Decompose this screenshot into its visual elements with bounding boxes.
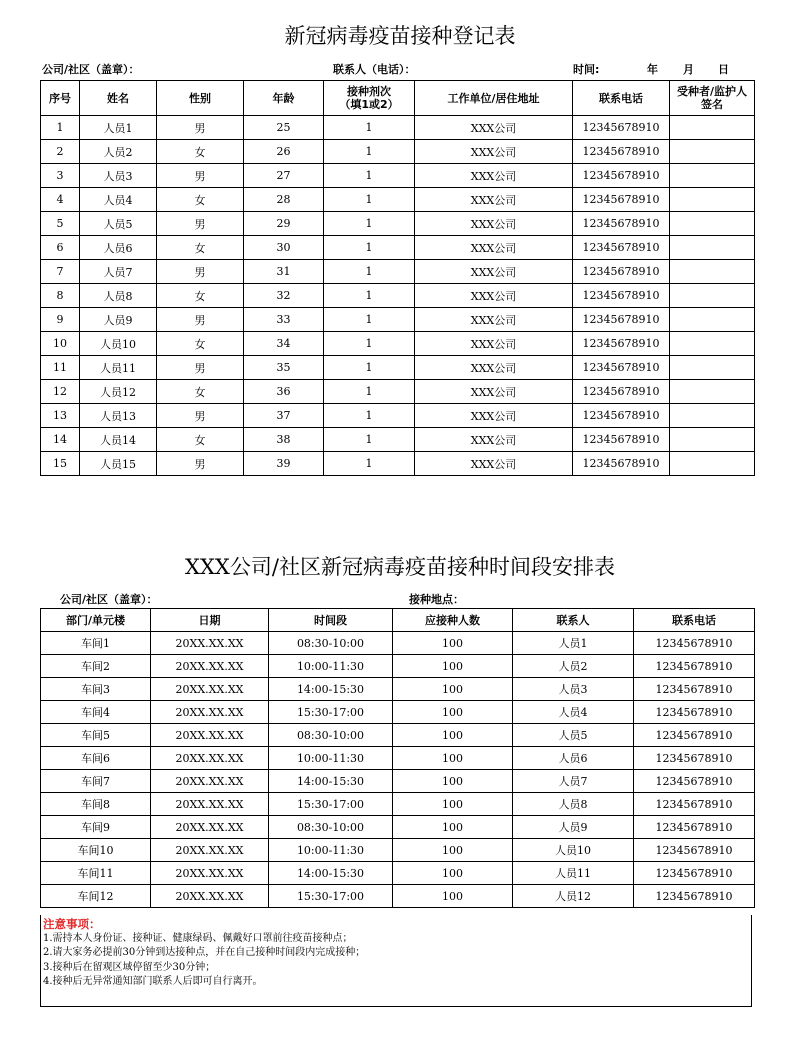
col-header-timeslot: 时间段	[269, 609, 393, 632]
cell-department: 车间5	[41, 724, 151, 747]
cell-dose: 1	[324, 332, 415, 356]
cell-contact: 人员1	[513, 632, 634, 655]
cell-date: 20XX.XX.XX	[151, 724, 269, 747]
cell-index: 9	[41, 308, 80, 332]
cell-phone: 12345678910	[573, 452, 670, 476]
form1-year-label: 年	[647, 63, 658, 76]
cell-index: 13	[41, 404, 80, 428]
cell-signature	[670, 404, 755, 428]
cell-contact: 人员3	[513, 678, 634, 701]
cell-signature	[670, 212, 755, 236]
cell-timeslot: 14:00-15:30	[269, 770, 393, 793]
col-header-address: 工作单位/居住地址	[415, 81, 573, 116]
cell-signature	[670, 356, 755, 380]
notes-box	[40, 915, 752, 1007]
cell-phone: 12345678910	[634, 632, 755, 655]
cell-phone: 12345678910	[634, 816, 755, 839]
cell-gender: 女	[157, 380, 244, 404]
col-header-phone: 联系电话	[634, 609, 755, 632]
table-row	[41, 308, 755, 332]
cell-phone: 12345678910	[573, 140, 670, 164]
table-row	[41, 332, 755, 356]
cell-department: 车间1	[41, 632, 151, 655]
table-row	[41, 793, 755, 816]
table-row	[41, 212, 755, 236]
cell-name: 人员5	[80, 212, 157, 236]
table-row	[41, 404, 755, 428]
cell-address: XXX公司	[415, 428, 573, 452]
cell-contact: 人员9	[513, 816, 634, 839]
cell-phone: 12345678910	[634, 724, 755, 747]
cell-timeslot: 14:00-15:30	[269, 678, 393, 701]
cell-headcount: 100	[393, 885, 513, 908]
cell-age: 26	[244, 140, 324, 164]
col-header-signature: 受种者/监护人 签名	[670, 81, 755, 116]
cell-address: XXX公司	[415, 164, 573, 188]
cell-phone: 12345678910	[573, 404, 670, 428]
cell-headcount: 100	[393, 655, 513, 678]
cell-age: 39	[244, 452, 324, 476]
form2-location-label: 接种地点：	[409, 593, 464, 606]
table-row	[41, 356, 755, 380]
cell-index: 1	[41, 116, 80, 140]
table-header-row	[41, 609, 755, 632]
cell-dose: 1	[324, 308, 415, 332]
cell-timeslot: 10:00-11:30	[269, 747, 393, 770]
cell-signature	[670, 308, 755, 332]
col-header-department: 部门/单元楼	[41, 609, 151, 632]
cell-date: 20XX.XX.XX	[151, 770, 269, 793]
cell-headcount: 100	[393, 770, 513, 793]
cell-index: 5	[41, 212, 80, 236]
cell-signature	[670, 428, 755, 452]
cell-dose: 1	[324, 212, 415, 236]
cell-date: 20XX.XX.XX	[151, 793, 269, 816]
table-row	[41, 885, 755, 908]
cell-name: 人员7	[80, 260, 157, 284]
cell-address: XXX公司	[415, 212, 573, 236]
cell-signature	[670, 332, 755, 356]
cell-timeslot: 08:30-10:00	[269, 632, 393, 655]
cell-headcount: 100	[393, 701, 513, 724]
table-row	[41, 380, 755, 404]
cell-headcount: 100	[393, 816, 513, 839]
cell-date: 20XX.XX.XX	[151, 701, 269, 724]
cell-headcount: 100	[393, 793, 513, 816]
notes-title: 注意事项：	[43, 917, 101, 931]
cell-dose: 1	[324, 260, 415, 284]
cell-phone: 12345678910	[573, 164, 670, 188]
cell-gender: 女	[157, 140, 244, 164]
cell-contact: 人员2	[513, 655, 634, 678]
cell-age: 30	[244, 236, 324, 260]
table-row	[41, 140, 755, 164]
cell-phone: 12345678910	[573, 308, 670, 332]
cell-signature	[670, 380, 755, 404]
cell-gender: 男	[157, 308, 244, 332]
cell-phone: 12345678910	[573, 116, 670, 140]
cell-timeslot: 15:30-17:00	[269, 793, 393, 816]
cell-address: XXX公司	[415, 332, 573, 356]
cell-contact: 人员10	[513, 839, 634, 862]
notes-item: 2.请大家务必提前30分钟到达接种点，并在自己接种时间段内完成接种；	[43, 947, 366, 958]
cell-age: 34	[244, 332, 324, 356]
cell-contact: 人员12	[513, 885, 634, 908]
cell-gender: 女	[157, 332, 244, 356]
cell-timeslot: 08:30-10:00	[269, 724, 393, 747]
cell-timeslot: 15:30-17:00	[269, 885, 393, 908]
cell-signature	[670, 236, 755, 260]
cell-department: 车间6	[41, 747, 151, 770]
cell-age: 32	[244, 284, 324, 308]
cell-phone: 12345678910	[573, 356, 670, 380]
cell-timeslot: 10:00-11:30	[269, 839, 393, 862]
cell-age: 33	[244, 308, 324, 332]
cell-index: 15	[41, 452, 80, 476]
cell-gender: 女	[157, 236, 244, 260]
cell-name: 人员1	[80, 116, 157, 140]
form1-company-label: 公司/社区（盖章）：	[42, 63, 140, 76]
cell-headcount: 100	[393, 678, 513, 701]
cell-dose: 1	[324, 356, 415, 380]
table-row	[41, 236, 755, 260]
table-header-row	[41, 81, 755, 116]
cell-contact: 人员11	[513, 862, 634, 885]
cell-name: 人员4	[80, 188, 157, 212]
cell-contact: 人员7	[513, 770, 634, 793]
cell-name: 人员12	[80, 380, 157, 404]
cell-signature	[670, 260, 755, 284]
form2-title: XXX公司/社区新冠病毒疫苗接种时间段安排表	[185, 555, 615, 579]
cell-index: 10	[41, 332, 80, 356]
cell-date: 20XX.XX.XX	[151, 678, 269, 701]
cell-department: 车间11	[41, 862, 151, 885]
cell-signature	[670, 452, 755, 476]
col-header-headcount: 应接种人数	[393, 609, 513, 632]
cell-phone: 12345678910	[634, 770, 755, 793]
cell-address: XXX公司	[415, 308, 573, 332]
cell-department: 车间4	[41, 701, 151, 724]
cell-contact: 人员8	[513, 793, 634, 816]
cell-date: 20XX.XX.XX	[151, 862, 269, 885]
notes-item: 4.接种后无异常通知部门联系人后即可自行离开。	[43, 976, 263, 987]
cell-contact: 人员4	[513, 701, 634, 724]
cell-dose: 1	[324, 284, 415, 308]
cell-phone: 12345678910	[573, 260, 670, 284]
form2-company-label: 公司/社区（盖章）：	[60, 593, 158, 606]
table-row	[41, 284, 755, 308]
col-header-contact: 联系人	[513, 609, 634, 632]
table-row	[41, 701, 755, 724]
table-row	[41, 260, 755, 284]
table-row	[41, 724, 755, 747]
cell-phone: 12345678910	[573, 332, 670, 356]
cell-age: 36	[244, 380, 324, 404]
cell-gender: 男	[157, 452, 244, 476]
cell-address: XXX公司	[415, 116, 573, 140]
cell-name: 人员3	[80, 164, 157, 188]
cell-timeslot: 15:30-17:00	[269, 701, 393, 724]
form1-day-label: 日	[718, 63, 729, 76]
col-header-phone: 联系电话	[573, 81, 670, 116]
cell-date: 20XX.XX.XX	[151, 632, 269, 655]
cell-phone: 12345678910	[634, 655, 755, 678]
cell-timeslot: 10:00-11:30	[269, 655, 393, 678]
cell-index: 6	[41, 236, 80, 260]
col-header-gender: 性别	[157, 81, 244, 116]
cell-address: XXX公司	[415, 380, 573, 404]
table-row	[41, 188, 755, 212]
cell-phone: 12345678910	[634, 839, 755, 862]
cell-signature	[670, 116, 755, 140]
cell-gender: 男	[157, 212, 244, 236]
cell-headcount: 100	[393, 724, 513, 747]
cell-date: 20XX.XX.XX	[151, 839, 269, 862]
table-row	[41, 452, 755, 476]
registration-table	[40, 80, 755, 476]
col-header-index: 序号	[41, 81, 80, 116]
cell-name: 人员2	[80, 140, 157, 164]
cell-gender: 男	[157, 356, 244, 380]
cell-name: 人员10	[80, 332, 157, 356]
cell-gender: 女	[157, 284, 244, 308]
cell-date: 20XX.XX.XX	[151, 816, 269, 839]
cell-timeslot: 08:30-10:00	[269, 816, 393, 839]
col-header-name: 姓名	[80, 81, 157, 116]
form1-contact-label: 联系人（电话）：	[333, 63, 416, 76]
cell-name: 人员9	[80, 308, 157, 332]
col-header-dose: 接种剂次 （填1或2）	[324, 81, 415, 116]
cell-gender: 女	[157, 188, 244, 212]
cell-department: 车间9	[41, 816, 151, 839]
cell-index: 11	[41, 356, 80, 380]
cell-gender: 男	[157, 260, 244, 284]
cell-age: 37	[244, 404, 324, 428]
cell-dose: 1	[324, 404, 415, 428]
col-header-age: 年龄	[244, 81, 324, 116]
cell-name: 人员15	[80, 452, 157, 476]
cell-name: 人员13	[80, 404, 157, 428]
cell-phone: 12345678910	[634, 885, 755, 908]
cell-address: XXX公司	[415, 452, 573, 476]
form1-month-label: 月	[683, 63, 694, 76]
table-row	[41, 839, 755, 862]
cell-dose: 1	[324, 188, 415, 212]
cell-phone: 12345678910	[634, 862, 755, 885]
cell-age: 35	[244, 356, 324, 380]
cell-gender: 女	[157, 428, 244, 452]
cell-age: 31	[244, 260, 324, 284]
cell-department: 车间7	[41, 770, 151, 793]
cell-phone: 12345678910	[634, 747, 755, 770]
cell-department: 车间2	[41, 655, 151, 678]
cell-index: 12	[41, 380, 80, 404]
cell-dose: 1	[324, 380, 415, 404]
cell-name: 人员11	[80, 356, 157, 380]
table-row	[41, 655, 755, 678]
cell-address: XXX公司	[415, 404, 573, 428]
cell-gender: 男	[157, 404, 244, 428]
table-row	[41, 632, 755, 655]
cell-name: 人员8	[80, 284, 157, 308]
schedule-table	[40, 608, 755, 908]
cell-gender: 男	[157, 116, 244, 140]
cell-contact: 人员6	[513, 747, 634, 770]
cell-headcount: 100	[393, 862, 513, 885]
table-row	[41, 770, 755, 793]
table-row	[41, 428, 755, 452]
cell-address: XXX公司	[415, 188, 573, 212]
cell-dose: 1	[324, 452, 415, 476]
cell-phone: 12345678910	[573, 284, 670, 308]
cell-phone: 12345678910	[573, 380, 670, 404]
cell-phone: 12345678910	[573, 212, 670, 236]
cell-phone: 12345678910	[634, 701, 755, 724]
cell-department: 车间8	[41, 793, 151, 816]
cell-name: 人员14	[80, 428, 157, 452]
cell-index: 14	[41, 428, 80, 452]
cell-date: 20XX.XX.XX	[151, 747, 269, 770]
cell-index: 3	[41, 164, 80, 188]
cell-age: 38	[244, 428, 324, 452]
form1-title: 新冠病毒疫苗接种登记表	[284, 24, 516, 48]
cell-date: 20XX.XX.XX	[151, 885, 269, 908]
cell-age: 28	[244, 188, 324, 212]
cell-age: 25	[244, 116, 324, 140]
cell-address: XXX公司	[415, 284, 573, 308]
cell-dose: 1	[324, 116, 415, 140]
cell-timeslot: 14:00-15:30	[269, 862, 393, 885]
cell-signature	[670, 188, 755, 212]
notes-item: 1.需持本人身份证、接种证、健康绿码、佩戴好口罩前往疫苗接种点；	[43, 932, 353, 944]
table-row	[41, 678, 755, 701]
col-header-date: 日期	[151, 609, 269, 632]
cell-headcount: 100	[393, 747, 513, 770]
table-row	[41, 747, 755, 770]
cell-phone: 12345678910	[573, 188, 670, 212]
cell-contact: 人员5	[513, 724, 634, 747]
cell-index: 2	[41, 140, 80, 164]
table-row	[41, 816, 755, 839]
cell-department: 车间10	[41, 839, 151, 862]
cell-phone: 12345678910	[634, 678, 755, 701]
cell-signature	[670, 140, 755, 164]
cell-address: XXX公司	[415, 140, 573, 164]
cell-address: XXX公司	[415, 260, 573, 284]
table-row	[41, 116, 755, 140]
notes-item: 3.接种后在留观区域停留至少30分钟；	[43, 961, 216, 973]
cell-headcount: 100	[393, 632, 513, 655]
cell-date: 20XX.XX.XX	[151, 655, 269, 678]
cell-age: 29	[244, 212, 324, 236]
cell-phone: 12345678910	[573, 236, 670, 260]
cell-phone: 12345678910	[573, 428, 670, 452]
cell-gender: 男	[157, 164, 244, 188]
cell-age: 27	[244, 164, 324, 188]
cell-index: 8	[41, 284, 80, 308]
cell-signature	[670, 164, 755, 188]
cell-headcount: 100	[393, 839, 513, 862]
cell-dose: 1	[324, 236, 415, 260]
table-row	[41, 862, 755, 885]
cell-dose: 1	[324, 428, 415, 452]
cell-department: 车间3	[41, 678, 151, 701]
cell-dose: 1	[324, 164, 415, 188]
cell-index: 4	[41, 188, 80, 212]
table-row	[41, 164, 755, 188]
cell-dose: 1	[324, 140, 415, 164]
cell-name: 人员6	[80, 236, 157, 260]
cell-address: XXX公司	[415, 236, 573, 260]
cell-signature	[670, 284, 755, 308]
cell-department: 车间12	[41, 885, 151, 908]
cell-index: 7	[41, 260, 80, 284]
form1-time-label: 时间:	[573, 63, 600, 76]
cell-phone: 12345678910	[634, 793, 755, 816]
cell-address: XXX公司	[415, 356, 573, 380]
